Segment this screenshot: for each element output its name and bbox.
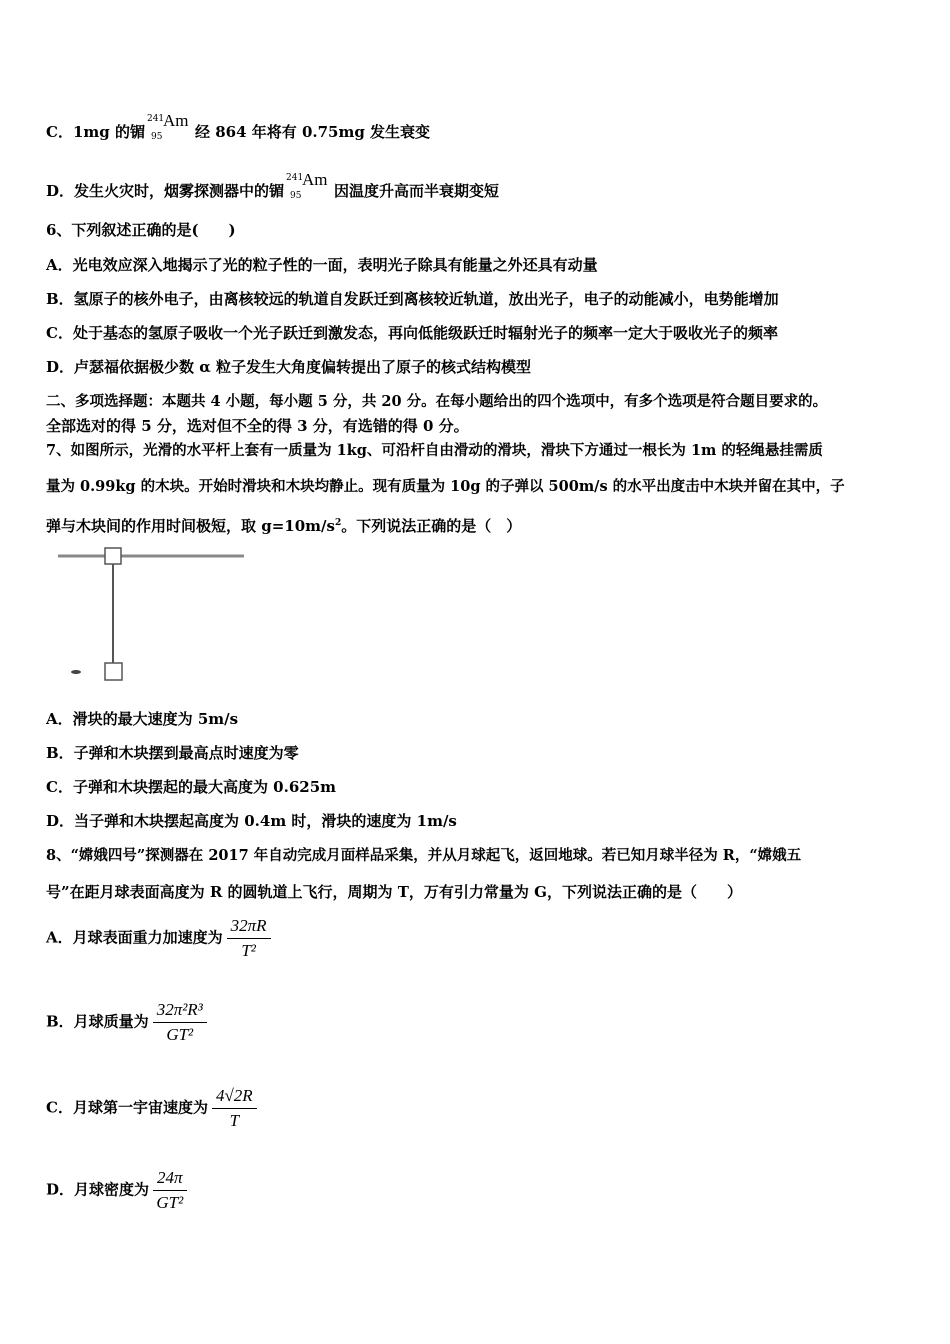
- slider-block: [105, 548, 121, 564]
- q7-option-c: C．子弹和木块摆起的最大高度为 0.625m: [46, 778, 337, 796]
- formula-fraction: $\frac{32\pi R}{\text{T²}}$: [227, 916, 271, 961]
- pendulum-diagram: [56, 545, 246, 685]
- q6-option-d: D．卢瑟福依据极少数 α 粒子发生大角度偏转提出了原子的核式结构模型: [46, 358, 531, 376]
- q8-option-a: A．月球表面重力加速度为 $\frac{32\pi R}{\text{T²}}$: [46, 916, 271, 961]
- q8-option-c: C．月球第一宇宙速度为 $\frac{4√2R}{T}$: [46, 1086, 257, 1131]
- q7-option-b: B．子弹和木块摆到最高点时速度为零: [46, 744, 299, 762]
- q7-stem: 7、如图所示，光滑的水平杆上套有一质量为 1kg、可沿杆自由滑动的滑块，滑块下方通过一根长为 1m 的轻绳悬挂需质 量为 0.99kg 的木块。开始时滑块和木块均静止。现有质量为 10g 的子弹以 500m/s 的水平出度击中木块并留在其中，子 弹与木块间的作用时间极短，取 $g=10m/s^2$。下列说法正确的是（ ）: [46, 442, 845, 535]
- isotope-am241: 241 95 Am: [146, 111, 189, 142]
- section2-heading: 二、多项选择题：本题共 4 小题，每小题 5 分，共 20 分。在每小题给出的四个选项中，有多个选项是符合题目要求的。 全部选对的得 5 分，选对但不全的得 3 分，有选错的得 0 分。: [46, 393, 828, 435]
- q6-option-b: B．氢原子的核外电子，由离核较远的轨道自发跃迁到离核较近轨道，放出光子，电子的动能减小，电势能增加: [46, 290, 779, 308]
- q6-option-a: A．光电效应深入地揭示了光的粒子性的一面，表明光子除具有能量之外还具有动量: [46, 256, 598, 274]
- bullet: [71, 670, 81, 674]
- q5-option-d: D．发生火灾时，烟雾探测器中的镅 241 95 Am 因温度升高而半衰期变短: [46, 170, 500, 201]
- q8-option-d: D．月球密度为 $\frac{24\pi}{\text{GT²}}$: [46, 1168, 187, 1213]
- isotope-am241: 241 95 Am: [286, 170, 328, 201]
- q8-stem-line1: 8、“嫦娥四号”探测器在 2017 年自动完成月面样品采集，并从月球起飞，返回地球。若已知月球半径为 R，“嫦娥五: [46, 847, 802, 864]
- formula-fraction: $\frac{24\pi}{\text{GT²}}$: [153, 1168, 187, 1213]
- q6-stem: 6、下列叙述正确的是( ): [46, 221, 236, 239]
- q7-option-a: A．滑块的最大速度为 5m/s: [46, 710, 239, 728]
- q7-option-d: D．当子弹和木块摆起高度为 0.4m 时，滑块的速度为 1m/s: [46, 812, 457, 830]
- formula-fraction: $\frac{4√2R}{T}$: [212, 1086, 257, 1131]
- q6-option-c: C．处于基态的氢原子吸收一个光子跃迁到激发态，再向低能级跃迁时辐射光子的频率一定大于吸收光子的频率: [46, 324, 778, 342]
- q5-option-c: C．1mg 的镅 241 95 Am 经 864 年将有 0.75mg 发生衰变: [46, 111, 431, 142]
- q8-option-b: B．月球质量为 $\frac{\text{32π²R³}}{\text{GT²}}$: [46, 1000, 207, 1045]
- q8-stem-line2: 号”在距月球表面高度为 R 的圆轨道上飞行，周期为 T，万有引力常量为 G，下列说法正确的是（ ）: [46, 883, 742, 901]
- wood-block: [105, 663, 122, 680]
- formula-fraction: $\frac{\text{32π²R³}}{\text{GT²}}$: [153, 1000, 207, 1045]
